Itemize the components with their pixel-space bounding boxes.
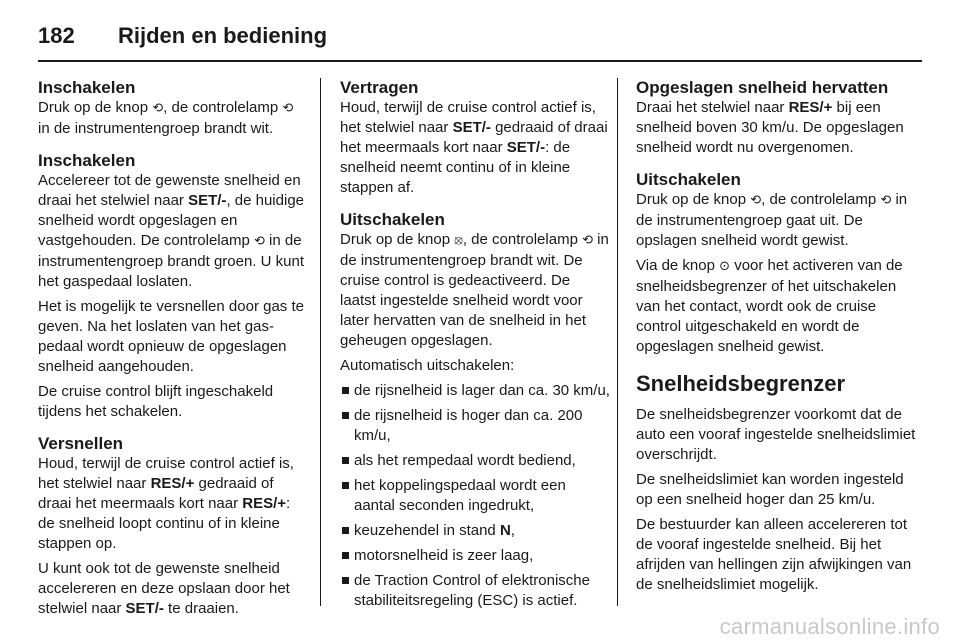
paragraph: De bestuurder kan alleen accelereren tot de vooraf ingestelde snelheid. Bij het afrijden van hellingen zijn afwijkingen van de snelheidslimiet mogelijk.: [636, 516, 912, 593]
column-divider: [617, 78, 618, 606]
cruise-control-lamp-icon: ⟲: [253, 234, 265, 249]
paragraph: [340, 230, 610, 351]
cruise-control-lamp-icon: ⟲: [582, 233, 593, 248]
section-heading: Opgeslagen snelheid hervatten: [636, 78, 889, 97]
bold-term: SET/-: [188, 192, 227, 209]
column-divider: [320, 78, 321, 606]
section-inschakelen-2: [38, 151, 308, 422]
text: , de controlelamp: [462, 231, 583, 248]
paragraph: [38, 171, 308, 292]
text: : de snelheid loopt continu of in kleine stappen op.: [38, 495, 291, 552]
column-right: [636, 78, 922, 600]
section-hervatten: [636, 78, 922, 158]
list-item: de Traction Control of elektronische stabiliteitsregeling (ESC) is actief.: [340, 571, 610, 611]
text: ,: [510, 522, 515, 539]
bold-term: RES/+: [150, 475, 195, 492]
cruise-control-lamp-icon: ⟲: [282, 101, 294, 116]
paragraph: De cruise control blijft ingeschakeld tijdens het schakelen.: [38, 383, 274, 420]
paragraph: [38, 559, 308, 619]
text: gedraaid of draai het meermaals kort naar: [38, 475, 274, 512]
paragraph: De snelheidslimiet kan worden ingesteld op een snelheid hoger dan 25 km/u.: [636, 471, 904, 508]
text: in de instrumentengroep brandt wit.: [38, 120, 274, 137]
speed-limiter-icon: ⊙: [719, 259, 731, 274]
paragraph: Automatisch uitschakelen:: [340, 357, 515, 374]
page-number: 182: [38, 23, 75, 48]
text: keuzehendel in stand: [354, 522, 500, 539]
list-item: als het rempedaal wordt bediend,: [340, 451, 610, 471]
paragraph: [636, 190, 922, 251]
chapter-heading: Snelheidsbegrenzer: [636, 371, 846, 396]
list-item: de rijsnelheid is lager dan ca. 30 km/u,: [340, 381, 610, 401]
section-inschakelen-1: [38, 78, 308, 139]
section-uitschakelen-1: [340, 210, 610, 611]
header-rule: [38, 60, 922, 62]
section-heading: Inschakelen: [38, 78, 136, 97]
bold-term: SET/-: [506, 139, 546, 156]
section-vertragen: [340, 78, 610, 198]
paragraph: [636, 256, 922, 357]
column-left: [38, 78, 308, 631]
section-versnellen: [38, 434, 308, 619]
cruise-control-lamp-icon: ⟲: [880, 193, 892, 208]
bold-term: RES/+: [242, 495, 287, 512]
bold-term: SET/-: [452, 119, 491, 136]
text: , de controlelamp: [761, 191, 881, 208]
text: te draaien.: [163, 600, 239, 617]
section-heading: Uitschakelen: [636, 170, 741, 189]
condition-list: [340, 381, 610, 611]
column-middle: [340, 78, 610, 623]
section-heading: Inschakelen: [38, 151, 136, 170]
paragraph: De snelheidsbegrenzer voorkomt dat de auto een vooraf ingestelde snelheidslimiet overschrijdt.: [636, 406, 916, 463]
text: Via de knop: [636, 257, 720, 274]
text: in de instrumentengroep brandt wit. De cruise control is gedeactiveerd. De laatst ingestelde snelheid wordt voor later hervatten van de snelheid in het geheugen opgeslagen.: [340, 231, 609, 349]
watermark: carmanualsonline.info: [719, 614, 940, 639]
paragraph: [38, 98, 308, 139]
bold-term: RES/+: [788, 99, 833, 116]
cruise-control-off-icon: ⦻: [454, 233, 463, 248]
paragraph: [636, 98, 922, 158]
list-item: motorsnelheid is zeer laag,: [340, 546, 610, 566]
section-heading: Vertragen: [340, 78, 419, 97]
list-item: de rijsnelheid is hoger dan ca. 200 km/u,: [340, 406, 610, 446]
running-title: Rijden en bediening: [118, 23, 328, 48]
text: Druk op de knop: [38, 99, 153, 116]
text: Houd, terwijl de cruise control actief is, het stelwiel naar: [38, 455, 294, 492]
text: in de instrumentengroep brandt groen. U kunt het gaspedaal loslaten.: [38, 232, 304, 290]
text: , de huidige snelheid wordt opgeslagen en vastgehouden. De controlelamp: [38, 192, 305, 249]
paragraph: [340, 98, 610, 198]
bold-term: N: [499, 522, 511, 539]
text: Draai het stelwiel naar: [636, 99, 789, 116]
text: , de controlelamp: [163, 99, 283, 116]
text: : de snelheid neemt continu of in kleine stappen af.: [340, 139, 571, 196]
text: Druk op de knop: [340, 231, 455, 248]
section-heading: Versnellen: [38, 434, 124, 453]
bold-term: SET/-: [125, 600, 164, 617]
text: U kunt ook tot de gewenste snelheid accelereren en deze opslaan door het stelwiel naar: [38, 560, 290, 617]
section-heading: Uitschakelen: [340, 210, 445, 229]
text: in de instrumentengroep gaat uit. De opslagen snelheid wordt gewist.: [636, 191, 908, 249]
paragraph: Het is mogelijk te versnellen door gas te geven. Na het loslaten van het gaspedaal wordt opnieuw de opgeslagen snelheid aangehouden.: [38, 298, 304, 375]
cruise-control-icon: ⟲: [152, 101, 164, 116]
list-item: het koppelingspedaal wordt een aantal seconden ingedrukt,: [340, 476, 610, 516]
text: Houd, terwijl de cruise control actief is, het stelwiel naar: [340, 99, 596, 136]
text: voor het activeren van de snelheidsbegrenzer of het uitschakelen van het contact, wordt ook de cruise control uitgeschakeld en wordt de opgeslagen snelheid gewist.: [636, 257, 903, 355]
text: bij een snelheid boven 30 km/u. De opgeslagen snelheid wordt nu overgenomen.: [636, 99, 904, 156]
text: gedraaid of draai het meermaals kort naar: [340, 119, 608, 156]
list-item: [340, 521, 610, 541]
page-header: [38, 16, 922, 56]
paragraph: [38, 454, 308, 554]
text: Druk op de knop: [636, 191, 751, 208]
text: Accelereer tot de gewenste snelheid en draai het stelwiel naar: [38, 172, 301, 209]
section-uitschakelen-2: [636, 170, 922, 357]
cruise-control-icon: ⟲: [750, 193, 762, 208]
